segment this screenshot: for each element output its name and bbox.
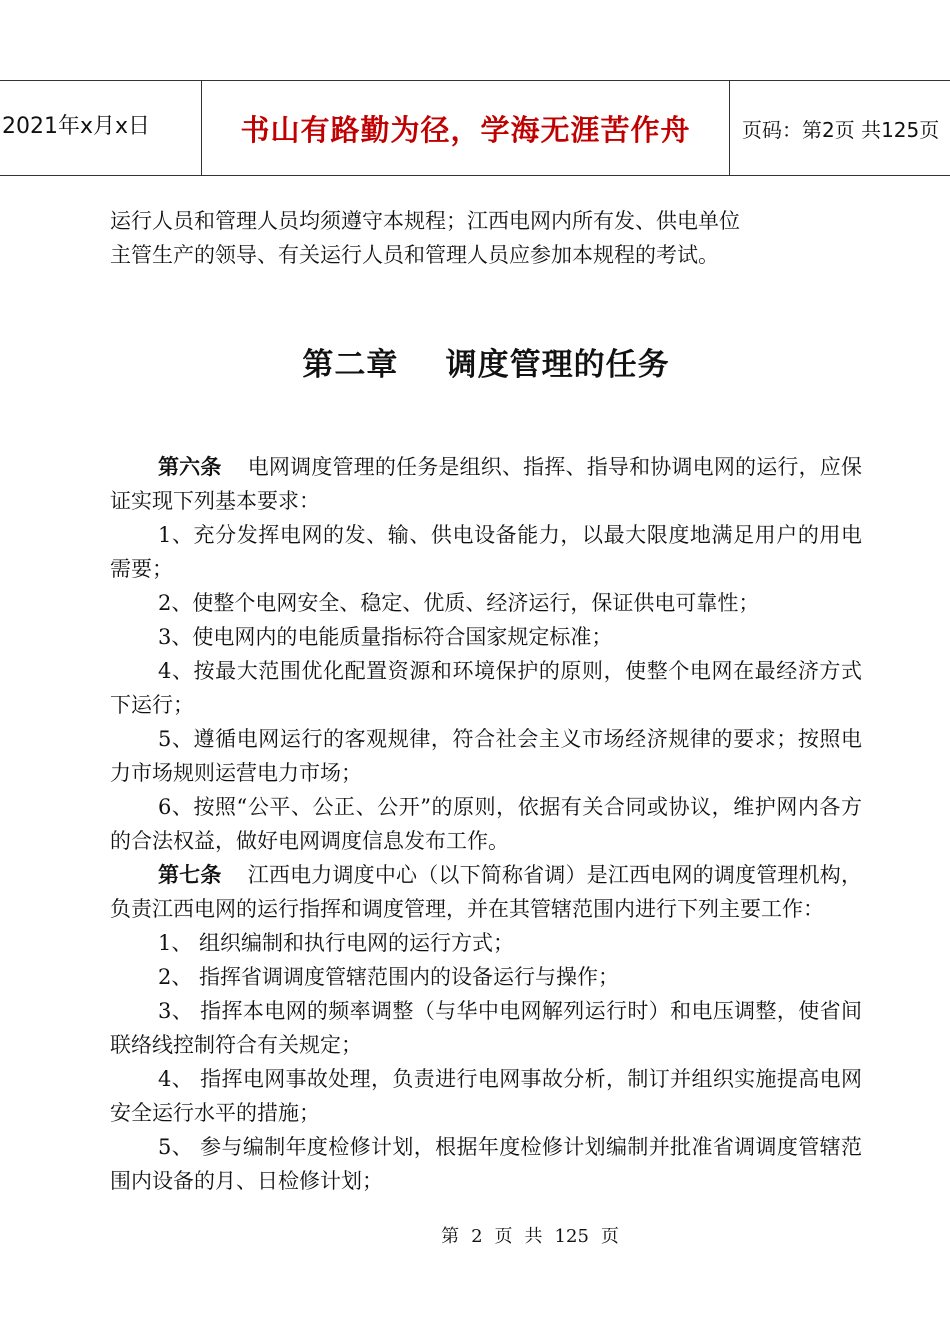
article-6-item: 1、充分发挥电网的发、输、供电设备能力，以最大限度地满足用户的用电需要； [110,523,862,581]
article-6 [110,450,862,518]
footer-total: 125 [554,1226,589,1247]
article-6-text: 电网调度管理的任务是组织、指挥、指导和协调电网的运行，应保证实现下列基本要求： [110,455,862,513]
article-7-item: 1、 组织编制和执行电网的运行方式； [158,931,515,955]
article-6-item: 4、按最大范围优化配置资源和环境保护的原则，使整个电网在最经济方式下运行； [110,659,862,717]
footer-ye: 页 [494,1226,513,1247]
document-body [110,204,862,1198]
footer-ye2: 页 [600,1226,619,1247]
header-page-number: 页码：第2页 共125页 [742,117,940,142]
header-motto: 书山有路勤为径，学海无涯苦作舟 [202,81,730,175]
article-6-item: 5、遵循电网运行的客观规律，符合社会主义市场经济规律的要求；按照电力市场规则运营电力市场； [110,727,862,785]
page-footer [0,1222,950,1248]
footer-gong: 共 [524,1226,543,1247]
article-7-item: 4、 指挥电网事故处理，负责进行电网事故分析，制订并组织实施提高电网安全运行水平的措施； [110,1067,862,1125]
article-6-item: 2、使整个电网安全、稳定、优质、经济运行，保证供电可靠性； [158,591,760,615]
article-7-item: 5、 参与编制年度检修计划，根据年度检修计划编制并批准省调调度管辖范围内设备的月、日检修计划； [110,1135,862,1193]
intro-line-1: 运行人员和管理人员均须遵守本规程；江西电网内所有发、供电单位 [110,209,740,233]
article-7-item: 2、 指挥省调调度管辖范围内的设备运行与操作； [158,965,620,989]
article-7-title: 第七条 [158,863,222,887]
article-7 [110,858,862,926]
chapter-title: 第二章 调度管理的任务 [302,347,670,383]
footer-page: 2 [471,1226,483,1247]
footer-di: 第 [441,1226,460,1247]
article-6-title: 第六条 [158,455,222,479]
article-6-item: 3、使电网内的电能质量指标符合国家规定标准； [158,625,613,649]
page-header [0,80,950,176]
intro-line-2: 主管生产的领导、有关运行人员和管理人员应参加本规程的考试。 [110,243,719,267]
article-7-item: 3、 指挥本电网的频率调整（与华中电网解列运行时）和电压调整，使省间联络线控制符合有关规定； [110,999,862,1057]
article-6-item: 6、按照“公平、公正、公开”的原则，依据有关合同或协议，维护网内各方的合法权益，做好电网调度信息发布工作。 [110,795,862,853]
article-7-text: 江西电力调度中心（以下简称省调）是江西电网的调度管理机构，负责江西电网的运行指挥和调度管理，并在其管辖范围内进行下列主要工作： [110,863,862,921]
header-date: 2021年x月x日 [0,81,202,175]
